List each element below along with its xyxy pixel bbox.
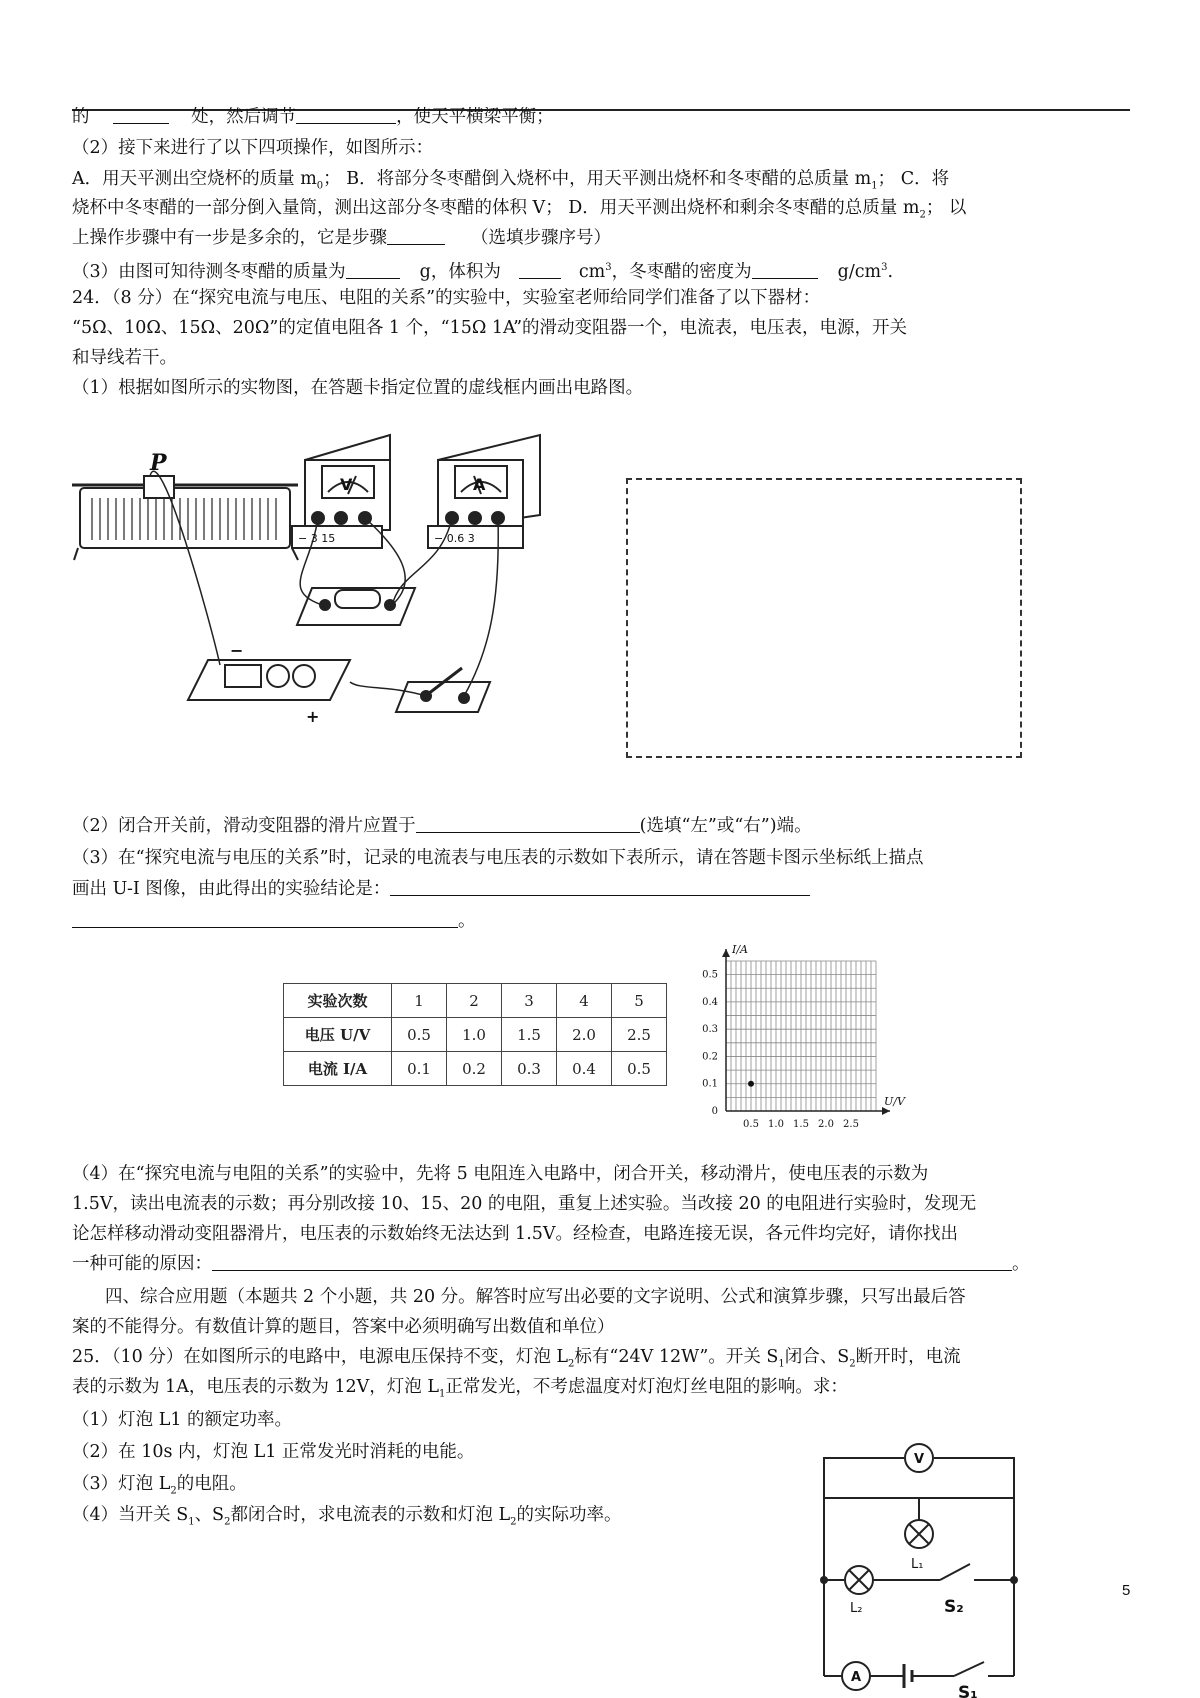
q24-line-12: 一种可能的原因： 。 <box>72 1254 1030 1274</box>
q24-line-3: 和导线若干。 <box>72 348 177 368</box>
q23-line-5: （3）由图可知待测冬枣醋的质量为 g，体积为 $cm^3$，冬枣醋的密度为 $g/cm^3$. <box>72 261 894 282</box>
x-tick-label: 1.0 <box>768 1119 784 1130</box>
voltmeter-terminals: − 3 15 <box>298 532 336 545</box>
y-tick-label: 0.3 <box>702 1024 718 1036</box>
table-row <box>284 1052 667 1086</box>
q24-line-10: 1.5V，读出电流表的示数；再分别改接 10、15、20 的电阻，重复上述实验。当改接 20 的电阻进行实验时，发现无 <box>72 1194 977 1214</box>
page-number: 5 <box>1122 1582 1131 1599</box>
answer-blank[interactable] <box>212 1252 1012 1271</box>
ammeter-terminals: − 0.6 3 <box>434 532 475 545</box>
q24-line-11: 论怎样移动滑动变阻器滑片，电压表的示数始终无法达到 1.5V。经检查，电路连接无误，各元件均完好，请你找出 <box>72 1224 959 1244</box>
q25-line-6: （4）当开关 $S_1$、$S_2$都闭合时，求电流表的示数和灯泡 $L_2$的实际功率。 <box>72 1505 622 1528</box>
table-row <box>284 1018 667 1052</box>
table-cell: 1.0 <box>447 1018 502 1052</box>
q23-line-4: 上操作步骤中有一步是多余的，它是步骤 （选填步骤序号） <box>72 228 611 248</box>
y-axis-arrow <box>722 949 730 957</box>
answer-blank[interactable] <box>113 105 169 124</box>
battery-plus-label: + <box>306 707 320 726</box>
table-header: 实验次数 <box>284 984 392 1018</box>
section4-line-2: 案的不能得分。有数值计算的题目，答案中必须明确写出数值和单位） <box>72 1317 615 1337</box>
answer-blank[interactable] <box>346 260 400 279</box>
q25-line-2: 表的示数为 1A，电压表的示数为 12V，灯泡 $L_1$正常发光，不考虑温度对灯泡灯丝电阻的影响。求： <box>72 1377 848 1400</box>
circuit-s1-label: S₁ <box>958 1683 978 1698</box>
circuit-l2-label: L₂ <box>850 1601 863 1616</box>
table-row-label: 电压 U/V <box>284 1018 392 1052</box>
u-i-graph[interactable] <box>690 935 930 1150</box>
resistor <box>335 590 380 608</box>
table-header: 5 <box>612 984 667 1018</box>
q23-line-2: A．用天平测出空烧杯的质量 $m_0$； B．将部分冬枣醋倒入烧杯中，用天平测出烧杯和冬枣醋的总质量 $m_1$； C．将 <box>72 169 950 192</box>
q25-line-1: 25．（10 分）在如图所示的电路中，电源电压保持不变，灯泡 $L_2$标有“24V 12W”。开关 $S_1$闭合、$S_2$断开时，电流 <box>72 1347 961 1370</box>
q25-line-3: （1）灯泡 L1 的额定功率。 <box>72 1410 293 1430</box>
circuit-s2-label: S₂ <box>944 1597 964 1617</box>
table-header: 3 <box>502 984 557 1018</box>
table-header: 2 <box>447 984 502 1018</box>
circuit-v-label: V <box>914 1452 925 1467</box>
circuit-l1-label: L₁ <box>911 1557 924 1572</box>
y-axis-label: I/A <box>732 943 748 956</box>
table-header: 1 <box>392 984 447 1018</box>
x-tick-label: 1.5 <box>793 1119 809 1130</box>
table-row-label: 电流 I/A <box>284 1052 392 1086</box>
data-point <box>748 1081 754 1087</box>
table-cell: 2.0 <box>557 1018 612 1052</box>
table-cell: 0.5 <box>612 1052 667 1086</box>
circuit-a-label: A <box>851 1670 862 1685</box>
table-cell: 0.5 <box>392 1018 447 1052</box>
circuit-drawing-box[interactable] <box>626 478 1022 758</box>
table-row <box>284 984 667 1018</box>
section4-line-1: 四、综合应用题（本题共 2 个小题，共 20 分。解答时应写出必要的文字说明、公式和演算步骤，只写出最后答 <box>105 1287 966 1307</box>
table-header: 4 <box>557 984 612 1018</box>
q24-line-5: （2）闭合开关前，滑动变阻器的滑片应置于 (选填“左”或“右”)端。 <box>72 816 812 836</box>
y-tick-label: 0.4 <box>702 996 718 1008</box>
q24-line-7: 画出 U-I 图像，由此得出的实验结论是： <box>72 877 810 901</box>
battery-minus-label: − <box>230 641 244 660</box>
answer-blank[interactable] <box>752 260 818 279</box>
table-cell: 0.3 <box>502 1052 557 1086</box>
answer-blank[interactable] <box>519 260 561 279</box>
answer-blank[interactable] <box>416 814 640 833</box>
origin-label: 0 <box>711 1106 718 1117</box>
x-tick-label: 2.0 <box>818 1119 834 1130</box>
ammeter-label: A <box>473 475 486 494</box>
rheostat-slider <box>144 476 174 498</box>
q23-line-1: （2）接下来进行了以下四项操作，如图所示： <box>72 138 434 158</box>
q24-line-4: （1）根据如图所示的实物图，在答题卡指定位置的虚线框内画出电路图。 <box>72 378 644 398</box>
table-cell: 0.2 <box>447 1052 502 1086</box>
answer-blank[interactable] <box>296 105 396 124</box>
switch-s2-symbol <box>940 1564 970 1580</box>
table-cell: 1.5 <box>502 1018 557 1052</box>
x-tick-label: 0.5 <box>743 1119 759 1130</box>
x-tick-label: 2.5 <box>843 1119 859 1130</box>
q24-line-2: “5Ω、10Ω、15Ω、20Ω”的定值电阻各 1 个，“15Ω 1A”的滑动变阻器一个，电流表，电压表，电源，开关 <box>72 318 908 338</box>
answer-blank[interactable] <box>387 226 445 245</box>
q23-line-0: 的 处，然后调节 ，使天平横梁平衡； <box>72 107 554 127</box>
q25-circuit <box>810 1440 1060 1698</box>
table-cell: 0.4 <box>557 1052 612 1086</box>
answer-blank[interactable] <box>72 909 458 928</box>
q25-line-5: （3）灯泡 $L_2$的电阻。 <box>72 1474 247 1497</box>
q24-line-6: （3）在“探究电流与电压的关系”时，记录的电流表与电压表的示数如下表所示，请在答题卡图示坐标纸上描点 <box>72 848 924 868</box>
q24-line-8: 。 <box>72 909 476 933</box>
switch-s1-symbol <box>954 1662 984 1676</box>
q24-line-1: 24．（8 分）在“探究电流与电压、电阻的关系”的实验中，实验室老师给同学们准备了以下器材： <box>72 288 821 308</box>
table-cell: 2.5 <box>612 1018 667 1052</box>
answer-blank[interactable] <box>390 877 810 896</box>
data-table <box>283 983 667 1086</box>
y-tick-label: 0.1 <box>702 1078 718 1090</box>
switch-base <box>396 682 490 712</box>
apparatus-figure <box>60 420 580 735</box>
q23-line-3: 烧杯中冬枣醋的一部分倒入量筒，测出这部分冬枣醋的体积 V； D．用天平测出烧杯和剩余冬枣醋的总质量 $m_2$； 以 <box>72 198 967 221</box>
table-cell: 0.1 <box>392 1052 447 1086</box>
x-axis-label: U/V <box>884 1095 905 1108</box>
y-tick-label: 0.5 <box>702 969 718 981</box>
slider-label: P <box>150 450 167 476</box>
q25-line-4: （2）在 10s 内，灯泡 L1 正常发光时消耗的电能。 <box>72 1442 475 1462</box>
y-tick-label: 0.2 <box>702 1051 718 1063</box>
q24-line-9: （4）在“探究电流与电阻的关系”的实验中，先将 5 电阻连入电路中，闭合开关，移动滑片，使电压表的示数为 <box>72 1164 929 1184</box>
voltmeter-label: V <box>340 475 353 494</box>
x-axis-arrow <box>882 1107 890 1115</box>
